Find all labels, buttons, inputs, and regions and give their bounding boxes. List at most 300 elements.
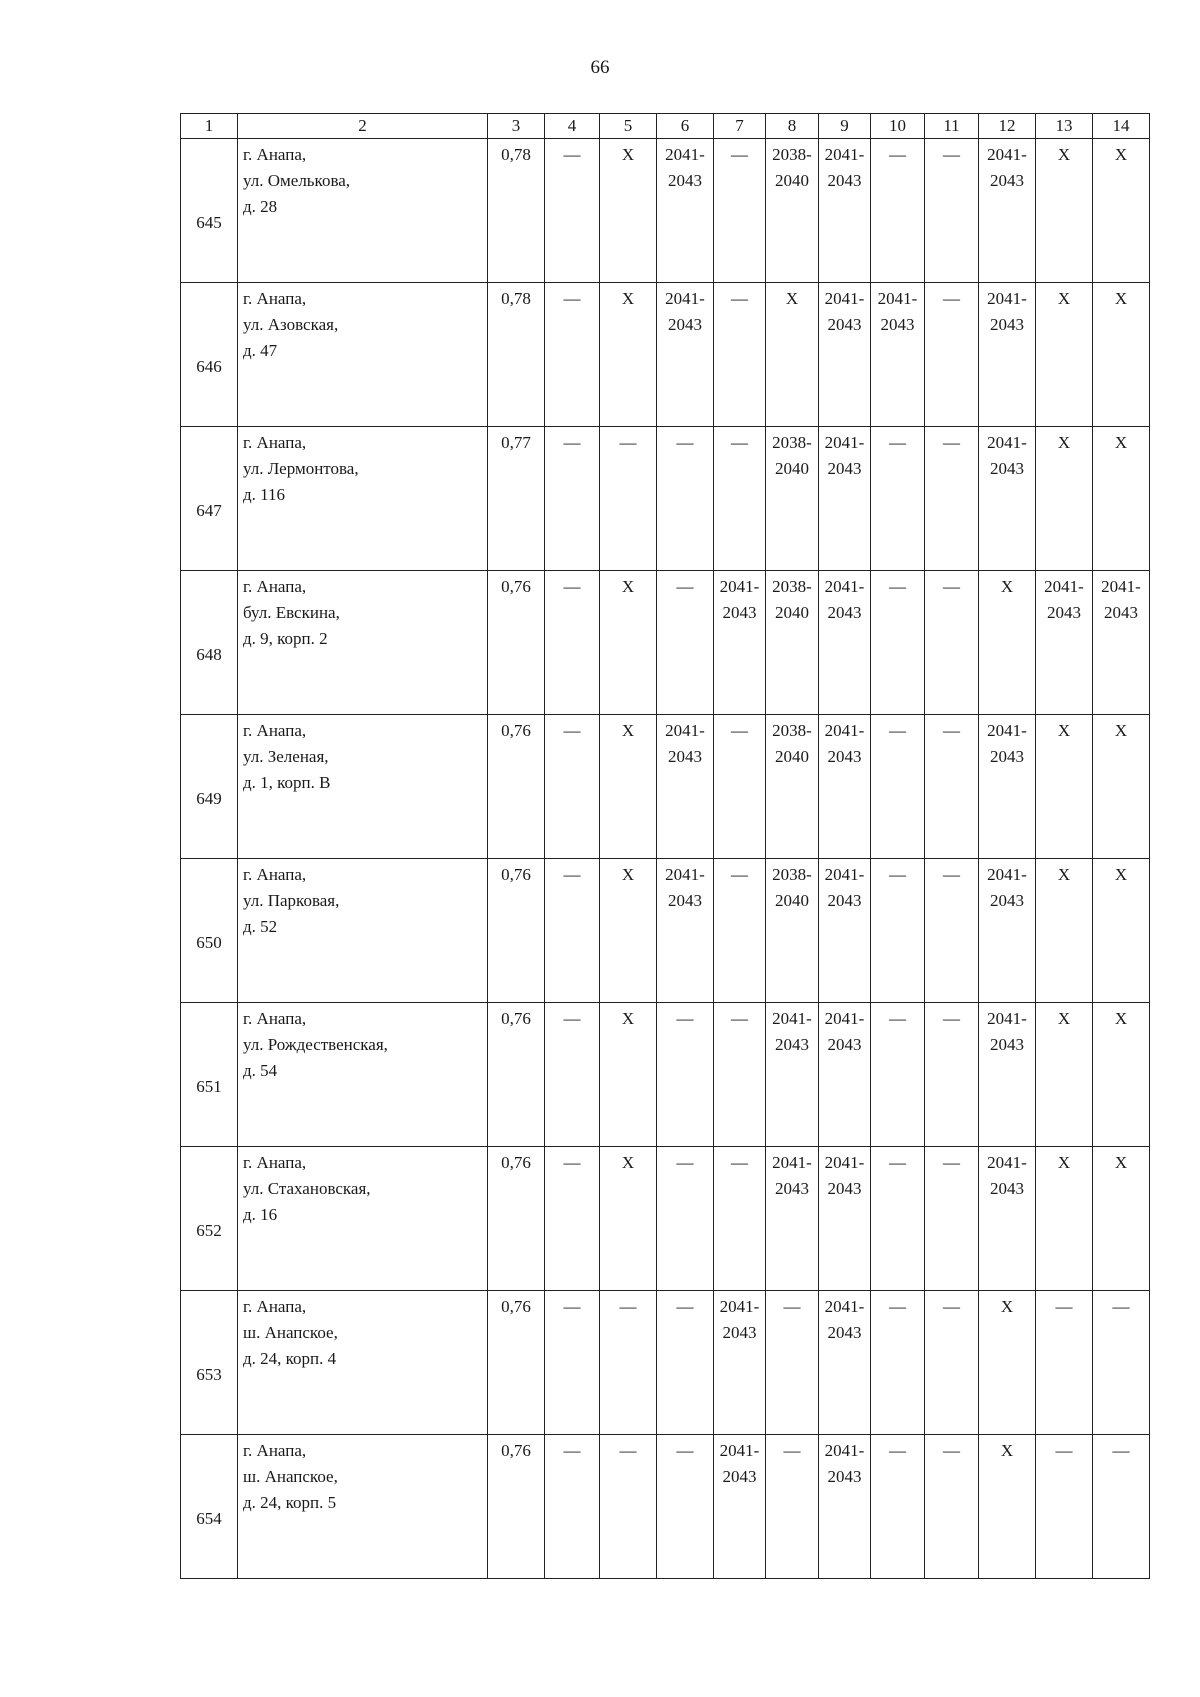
cell-text: 2043 xyxy=(827,1179,862,1198)
cell-text: Х xyxy=(621,145,635,164)
cell-text: 2043 xyxy=(775,1179,809,1198)
column-header-4: 4 xyxy=(545,114,600,139)
value-cell-col-8 xyxy=(766,715,819,859)
table-row xyxy=(181,1003,1150,1147)
address-line: г. Анапа, xyxy=(243,289,307,308)
table-body xyxy=(181,139,1150,1579)
value-cell-col-6 xyxy=(657,715,714,859)
column-header-14: 14 xyxy=(1093,114,1150,139)
coefficient-cell: 0,76 xyxy=(488,571,545,715)
cell-text: 2043 xyxy=(827,891,862,910)
coefficient-cell: 0,76 xyxy=(488,1291,545,1435)
table-row xyxy=(181,139,1150,283)
dash-mark: — xyxy=(619,433,637,452)
value-cell-col-4 xyxy=(545,283,600,427)
dash-mark: — xyxy=(943,1009,960,1028)
dash-mark: — xyxy=(889,577,906,596)
cell-text: Х xyxy=(1000,577,1014,596)
address-line: ул. Стахановская, xyxy=(243,1179,371,1198)
cell-text: 2041- xyxy=(824,1297,865,1316)
address-cell xyxy=(238,715,488,859)
cell-text: 2041- xyxy=(824,289,865,308)
address-line: ш. Анапское, xyxy=(243,1467,338,1486)
cell-text: Х xyxy=(1057,145,1071,164)
cell-text: 2043 xyxy=(827,747,862,766)
value-cell-col-7 xyxy=(714,427,766,571)
cell-text: 2043 xyxy=(775,1035,809,1054)
value-cell-col-7 xyxy=(714,283,766,427)
cell-text: Х xyxy=(1057,1009,1071,1028)
dash-mark: — xyxy=(731,289,748,308)
cell-text: 2041- xyxy=(1044,577,1084,596)
dash-mark: — xyxy=(563,577,581,596)
dash-mark: — xyxy=(889,865,906,884)
address-line: д. 52 xyxy=(243,917,278,936)
cell-text: Х xyxy=(1057,865,1071,884)
cell-text: 2043 xyxy=(722,1323,757,1342)
cell-text: 2043 xyxy=(990,315,1024,334)
dash-mark: — xyxy=(943,289,960,308)
address-line: д. 24, корп. 5 xyxy=(243,1493,337,1512)
cell-text: 2043 xyxy=(827,315,862,334)
dash-mark: — xyxy=(943,433,960,452)
address-line: д. 28 xyxy=(243,197,278,216)
row-number: 650 xyxy=(181,859,238,1003)
cell-text: 2043 xyxy=(827,459,862,478)
value-cell-col-10 xyxy=(871,1147,925,1291)
column-header-10: 10 xyxy=(871,114,925,139)
address-line: г. Анапа, xyxy=(243,1297,307,1316)
cell-text: Х xyxy=(621,289,635,308)
value-cell-col-11 xyxy=(925,1147,979,1291)
address-line: д. 24, корп. 4 xyxy=(243,1349,337,1368)
schedule-table xyxy=(180,113,1150,1579)
value-cell-col-7 xyxy=(714,1147,766,1291)
cell-text: Х xyxy=(1000,1297,1014,1316)
row-number: 651 xyxy=(181,1003,238,1147)
cell-text: 2041- xyxy=(665,865,705,884)
value-cell-col-5 xyxy=(600,859,657,1003)
value-cell-col-11 xyxy=(925,139,979,283)
dash-mark: — xyxy=(943,145,960,164)
value-cell-col-13 xyxy=(1036,715,1093,859)
value-cell-col-11 xyxy=(925,859,979,1003)
cell-text: 2043 xyxy=(722,1467,757,1486)
cell-text: Х xyxy=(1114,145,1128,164)
value-cell-col-10 xyxy=(871,139,925,283)
address-cell xyxy=(238,1435,488,1579)
row-number: 645 xyxy=(181,139,238,283)
value-cell-col-4 xyxy=(545,1003,600,1147)
cell-text: 2038- xyxy=(772,721,812,740)
cell-text: 2041- xyxy=(772,1009,812,1028)
cell-text: 2043 xyxy=(1104,603,1138,622)
address-line: ул. Лермонтова, xyxy=(243,459,359,478)
cell-text: 2041- xyxy=(987,1153,1027,1172)
value-cell-col-5 xyxy=(600,1003,657,1147)
cell-text: 2038- xyxy=(772,433,812,452)
value-cell-col-14 xyxy=(1093,715,1150,859)
value-cell-col-5 xyxy=(600,1291,657,1435)
value-cell-col-9 xyxy=(819,1291,871,1435)
cell-text: 2041- xyxy=(987,433,1027,452)
value-cell-col-8 xyxy=(766,859,819,1003)
value-cell-col-8 xyxy=(766,139,819,283)
dash-mark: — xyxy=(943,1153,960,1172)
address-cell xyxy=(238,1147,488,1291)
value-cell-col-11 xyxy=(925,1435,979,1579)
cell-text: 2040 xyxy=(775,891,809,910)
address-line: д. 47 xyxy=(243,341,278,360)
column-header-12: 12 xyxy=(979,114,1036,139)
dash-mark: — xyxy=(731,1153,748,1172)
cell-text: 2043 xyxy=(827,171,862,190)
cell-text: 2041- xyxy=(719,577,760,596)
value-cell-col-7 xyxy=(714,1291,766,1435)
column-header-8: 8 xyxy=(766,114,819,139)
cell-text: 2043 xyxy=(990,891,1024,910)
value-cell-col-12 xyxy=(979,427,1036,571)
value-cell-col-14 xyxy=(1093,1147,1150,1291)
table-row xyxy=(181,1435,1150,1579)
address-cell xyxy=(238,571,488,715)
value-cell-col-9 xyxy=(819,715,871,859)
cell-text: 2041- xyxy=(824,145,865,164)
value-cell-col-12 xyxy=(979,139,1036,283)
address-cell xyxy=(238,1291,488,1435)
cell-text: 2043 xyxy=(827,1467,862,1486)
value-cell-col-14 xyxy=(1093,859,1150,1003)
value-cell-col-12 xyxy=(979,571,1036,715)
dash-mark: — xyxy=(676,1441,694,1460)
value-cell-col-8 xyxy=(766,1435,819,1579)
cell-text: 2041- xyxy=(719,1297,760,1316)
value-cell-col-5 xyxy=(600,427,657,571)
cell-text: 2041- xyxy=(824,865,865,884)
cell-text: 2043 xyxy=(827,1323,862,1342)
cell-text: 2043 xyxy=(668,171,702,190)
dash-mark: — xyxy=(943,1441,960,1460)
value-cell-col-4 xyxy=(545,715,600,859)
table-row xyxy=(181,1291,1150,1435)
value-cell-col-5 xyxy=(600,1147,657,1291)
cell-text: 2041- xyxy=(987,865,1027,884)
value-cell-col-6 xyxy=(657,139,714,283)
column-header-1: 1 xyxy=(181,114,238,139)
value-cell-col-6 xyxy=(657,1147,714,1291)
dash-mark: — xyxy=(676,577,694,596)
value-cell-col-13 xyxy=(1036,139,1093,283)
coefficient-cell: 0,78 xyxy=(488,139,545,283)
value-cell-col-5 xyxy=(600,139,657,283)
value-cell-col-7 xyxy=(714,1435,766,1579)
value-cell-col-8 xyxy=(766,427,819,571)
cell-text: Х xyxy=(1114,1009,1128,1028)
dash-mark: — xyxy=(676,1153,694,1172)
cell-text: Х xyxy=(1114,289,1128,308)
table-row xyxy=(181,1147,1150,1291)
value-cell-col-13 xyxy=(1036,1435,1093,1579)
value-cell-col-13 xyxy=(1036,571,1093,715)
value-cell-col-12 xyxy=(979,283,1036,427)
value-cell-col-6 xyxy=(657,283,714,427)
cell-text: 2038- xyxy=(772,577,812,596)
value-cell-col-13 xyxy=(1036,859,1093,1003)
cell-text: Х xyxy=(621,1153,635,1172)
table-row xyxy=(181,571,1150,715)
cell-text: 2040 xyxy=(775,171,809,190)
cell-text: 2040 xyxy=(775,459,809,478)
cell-text: 2040 xyxy=(775,747,809,766)
cell-text: Х xyxy=(785,289,799,308)
cell-text: 2041- xyxy=(824,433,865,452)
cell-text: 2043 xyxy=(990,747,1024,766)
address-line: д. 16 xyxy=(243,1205,278,1224)
dash-mark: — xyxy=(889,1009,906,1028)
value-cell-col-12 xyxy=(979,859,1036,1003)
column-header-5: 5 xyxy=(600,114,657,139)
value-cell-col-11 xyxy=(925,571,979,715)
column-header-6: 6 xyxy=(657,114,714,139)
dash-mark: — xyxy=(1055,1297,1073,1316)
cell-text: 2043 xyxy=(880,315,915,334)
dash-mark: — xyxy=(783,1441,801,1460)
value-cell-col-5 xyxy=(600,283,657,427)
value-cell-col-10 xyxy=(871,283,925,427)
value-cell-col-9 xyxy=(819,283,871,427)
cell-text: 2041- xyxy=(824,721,865,740)
row-number: 654 xyxy=(181,1435,238,1579)
table-row xyxy=(181,283,1150,427)
cell-text: 2041- xyxy=(987,721,1027,740)
dash-mark: — xyxy=(563,1297,581,1316)
dash-mark: — xyxy=(889,721,906,740)
dash-mark: — xyxy=(889,145,906,164)
value-cell-col-7 xyxy=(714,1003,766,1147)
column-header-13: 13 xyxy=(1036,114,1093,139)
address-line: бул. Евскина, xyxy=(243,603,340,622)
dash-mark: — xyxy=(1112,1297,1130,1316)
value-cell-col-11 xyxy=(925,1003,979,1147)
address-line: ул. Парковая, xyxy=(243,891,340,910)
dash-mark: — xyxy=(889,1297,906,1316)
cell-text: Х xyxy=(1114,433,1128,452)
cell-text: Х xyxy=(1057,289,1071,308)
cell-text: 2041- xyxy=(772,1153,812,1172)
dash-mark: — xyxy=(889,433,906,452)
address-line: д. 9, корп. 2 xyxy=(243,629,328,648)
dash-mark: — xyxy=(563,145,581,164)
value-cell-col-4 xyxy=(545,427,600,571)
address-line: г. Анапа, xyxy=(243,577,307,596)
column-header-2: 2 xyxy=(238,114,488,139)
dash-mark: — xyxy=(563,289,581,308)
column-header-11: 11 xyxy=(925,114,979,139)
cell-text: 2043 xyxy=(668,747,702,766)
coefficient-cell: 0,76 xyxy=(488,1147,545,1291)
dash-mark: — xyxy=(731,865,748,884)
dash-mark: — xyxy=(563,1153,581,1172)
cell-text: 2043 xyxy=(722,603,757,622)
dash-mark: — xyxy=(563,865,581,884)
value-cell-col-12 xyxy=(979,1003,1036,1147)
cell-text: Х xyxy=(1057,1153,1071,1172)
value-cell-col-10 xyxy=(871,1003,925,1147)
table-row xyxy=(181,715,1150,859)
cell-text: 2041- xyxy=(1101,577,1141,596)
value-cell-col-11 xyxy=(925,715,979,859)
value-cell-col-9 xyxy=(819,139,871,283)
value-cell-col-7 xyxy=(714,715,766,859)
value-cell-col-7 xyxy=(714,139,766,283)
cell-text: Х xyxy=(1057,721,1071,740)
value-cell-col-13 xyxy=(1036,1147,1093,1291)
cell-text: 2041- xyxy=(824,1009,865,1028)
value-cell-col-14 xyxy=(1093,1003,1150,1147)
address-cell xyxy=(238,283,488,427)
cell-text: 2041- xyxy=(987,1009,1027,1028)
cell-text: 2041- xyxy=(824,577,865,596)
cell-text: 2043 xyxy=(990,1179,1024,1198)
value-cell-col-10 xyxy=(871,715,925,859)
dash-mark: — xyxy=(563,1009,581,1028)
dash-mark: — xyxy=(676,433,694,452)
value-cell-col-4 xyxy=(545,139,600,283)
dash-mark: — xyxy=(1055,1441,1073,1460)
cell-text: 2041- xyxy=(987,145,1027,164)
value-cell-col-13 xyxy=(1036,1291,1093,1435)
address-line: ул. Рождественская, xyxy=(243,1035,388,1054)
dash-mark: — xyxy=(1112,1441,1130,1460)
row-number: 646 xyxy=(181,283,238,427)
column-number-row xyxy=(181,114,1150,139)
cell-text: 2043 xyxy=(668,315,702,334)
value-cell-col-10 xyxy=(871,859,925,1003)
coefficient-cell: 0,76 xyxy=(488,1003,545,1147)
cell-text: 2043 xyxy=(990,1035,1024,1054)
dash-mark: — xyxy=(563,721,581,740)
value-cell-col-5 xyxy=(600,1435,657,1579)
cell-text: 2041- xyxy=(877,289,918,308)
dash-mark: — xyxy=(943,721,960,740)
value-cell-col-6 xyxy=(657,427,714,571)
table-row xyxy=(181,859,1150,1003)
address-line: ул. Омелькова, xyxy=(243,171,351,190)
value-cell-col-14 xyxy=(1093,1435,1150,1579)
cell-text: 2043 xyxy=(827,1035,862,1054)
value-cell-col-4 xyxy=(545,1435,600,1579)
value-cell-col-14 xyxy=(1093,283,1150,427)
coefficient-cell: 0,76 xyxy=(488,859,545,1003)
value-cell-col-6 xyxy=(657,1003,714,1147)
dash-mark: — xyxy=(731,721,748,740)
cell-text: 2043 xyxy=(827,603,862,622)
value-cell-col-11 xyxy=(925,427,979,571)
cell-text: 2041- xyxy=(665,721,705,740)
column-header-3: 3 xyxy=(488,114,545,139)
cell-text: Х xyxy=(1114,1153,1128,1172)
cell-text: 2040 xyxy=(775,603,809,622)
table-row xyxy=(181,427,1150,571)
value-cell-col-12 xyxy=(979,1435,1036,1579)
value-cell-col-10 xyxy=(871,1435,925,1579)
value-cell-col-13 xyxy=(1036,1003,1093,1147)
dash-mark: — xyxy=(619,1441,637,1460)
dash-mark: — xyxy=(563,1441,581,1460)
value-cell-col-4 xyxy=(545,571,600,715)
cell-text: 2043 xyxy=(668,891,702,910)
dash-mark: — xyxy=(783,1297,801,1316)
value-cell-col-7 xyxy=(714,859,766,1003)
column-header-9: 9 xyxy=(819,114,871,139)
value-cell-col-12 xyxy=(979,715,1036,859)
value-cell-col-8 xyxy=(766,1003,819,1147)
row-number: 652 xyxy=(181,1147,238,1291)
dash-mark: — xyxy=(731,433,748,452)
row-number: 647 xyxy=(181,427,238,571)
dash-mark: — xyxy=(619,1297,637,1316)
value-cell-col-4 xyxy=(545,859,600,1003)
value-cell-col-10 xyxy=(871,1291,925,1435)
address-line: д. 54 xyxy=(243,1061,278,1080)
address-cell xyxy=(238,859,488,1003)
address-line: г. Анапа, xyxy=(243,1441,307,1460)
address-cell xyxy=(238,1003,488,1147)
cell-text: 2041- xyxy=(824,1441,865,1460)
value-cell-col-9 xyxy=(819,1003,871,1147)
address-line: ш. Анапское, xyxy=(243,1323,338,1342)
cell-text: 2043 xyxy=(990,459,1024,478)
value-cell-col-14 xyxy=(1093,571,1150,715)
value-cell-col-9 xyxy=(819,859,871,1003)
coefficient-cell: 0,77 xyxy=(488,427,545,571)
value-cell-col-5 xyxy=(600,571,657,715)
value-cell-col-9 xyxy=(819,427,871,571)
cell-text: 2038- xyxy=(772,145,812,164)
value-cell-col-10 xyxy=(871,427,925,571)
value-cell-col-8 xyxy=(766,571,819,715)
address-line: г. Анапа, xyxy=(243,865,307,884)
address-line: г. Анапа, xyxy=(243,433,307,452)
dash-mark: — xyxy=(889,1153,906,1172)
coefficient-cell: 0,78 xyxy=(488,283,545,427)
cell-text: 2043 xyxy=(1047,603,1081,622)
cell-text: 2041- xyxy=(665,145,705,164)
cell-text: Х xyxy=(1114,865,1128,884)
address-line: д. 116 xyxy=(243,485,286,504)
cell-text: Х xyxy=(1114,721,1128,740)
column-header-7: 7 xyxy=(714,114,766,139)
cell-text: 2041- xyxy=(719,1441,760,1460)
address-line: г. Анапа, xyxy=(243,145,307,164)
row-number: 648 xyxy=(181,571,238,715)
value-cell-col-12 xyxy=(979,1291,1036,1435)
cell-text: Х xyxy=(1057,433,1071,452)
coefficient-cell: 0,76 xyxy=(488,1435,545,1579)
value-cell-col-9 xyxy=(819,1435,871,1579)
cell-text: Х xyxy=(621,577,635,596)
value-cell-col-13 xyxy=(1036,427,1093,571)
value-cell-col-4 xyxy=(545,1291,600,1435)
value-cell-col-5 xyxy=(600,715,657,859)
value-cell-col-14 xyxy=(1093,139,1150,283)
row-number: 653 xyxy=(181,1291,238,1435)
value-cell-col-11 xyxy=(925,1291,979,1435)
cell-text: 2041- xyxy=(665,289,705,308)
value-cell-col-7 xyxy=(714,571,766,715)
cell-text: 2041- xyxy=(824,1153,865,1172)
dash-mark: — xyxy=(943,577,960,596)
